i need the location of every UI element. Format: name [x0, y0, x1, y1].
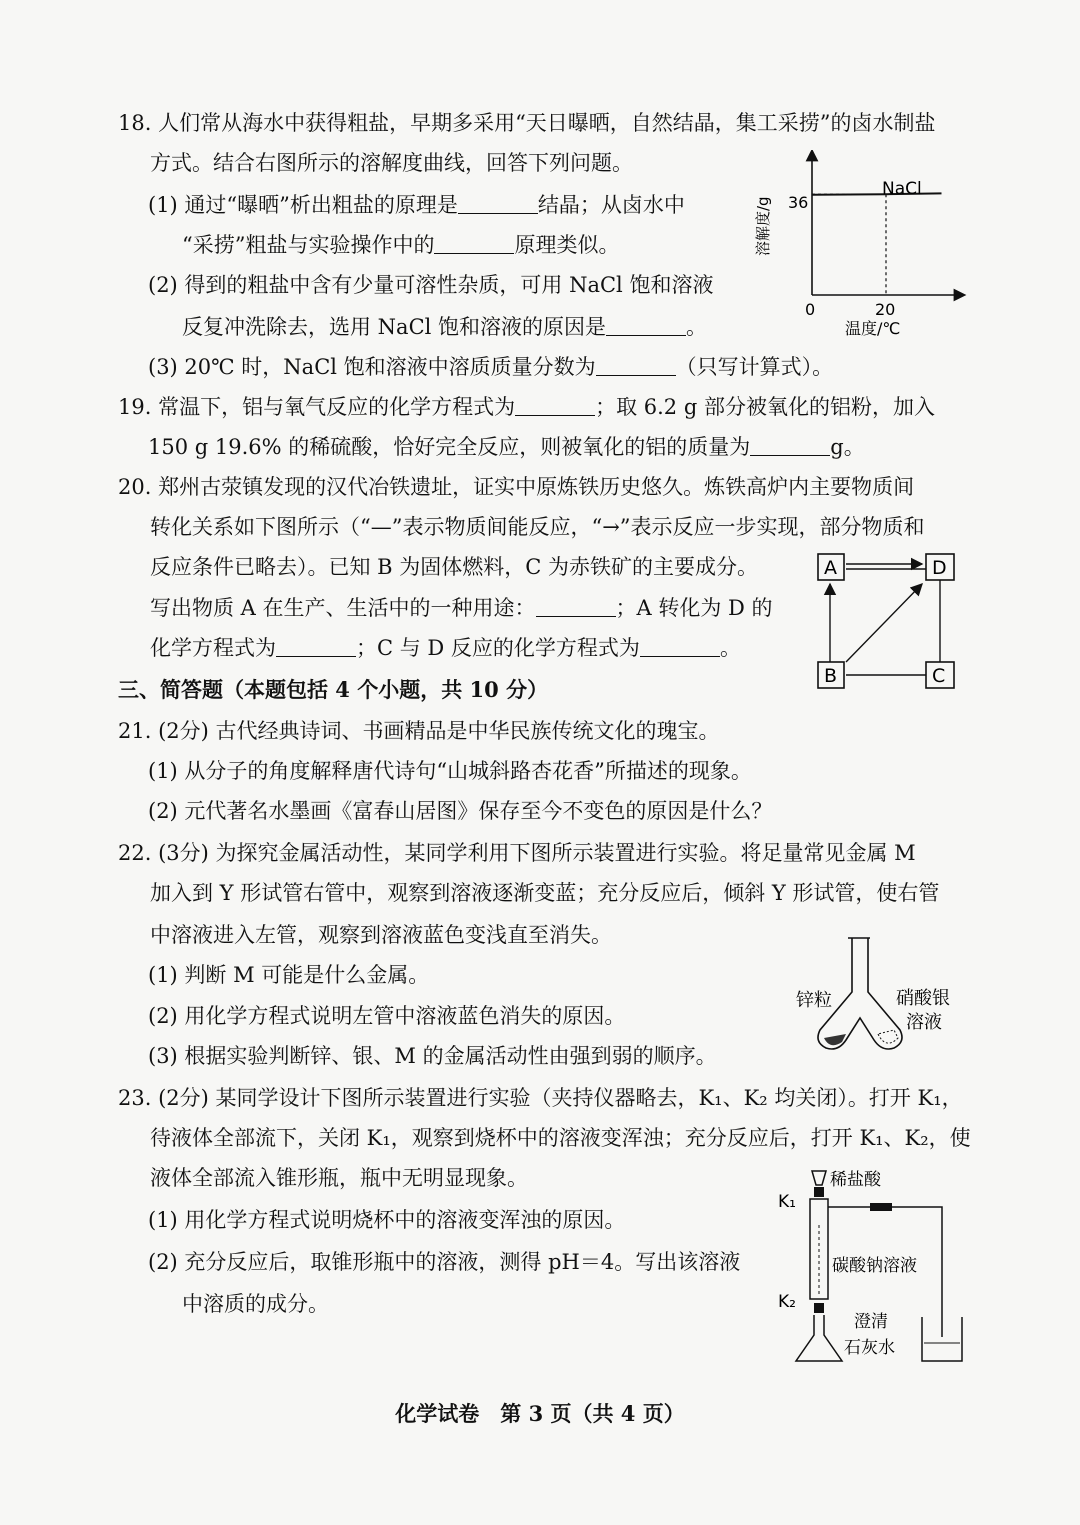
q23-part2-line1: (2) 充分反应后，取锥形瓶中的溶液，测得 pH＝4。写出该溶液 — [148, 1250, 741, 1274]
q20-line1: 20. 郑州古荥镇发现的汉代冶铁遗址，证实中原炼铁历史悠久。炼铁高炉内主要物质间 — [118, 475, 915, 499]
answer-blank[interactable] — [750, 435, 830, 456]
valve-k1 — [814, 1187, 824, 1197]
answer-blank[interactable] — [515, 395, 595, 416]
label-sodium-carbonate: 碳酸钠溶液 — [832, 1256, 917, 1276]
q18-part2-line2: 反复冲洗除去，选用 NaCl 饱和溶液的原因是 。 — [182, 315, 708, 339]
q19-line2: 150 g 19.6% 的稀硫酸，恰好完全反应，则被氧化的铝的质量为 g。 — [148, 435, 865, 459]
node-d: D — [932, 557, 947, 579]
answer-blank[interactable] — [434, 233, 514, 254]
q23-line2: 待液体全部流下，关闭 K₁，观察到烧杯中的溶液变浑浊；充分反应后，打开 K₁、K₂，使 — [150, 1126, 971, 1150]
section3-heading: 三、简答题（本题包括 4 个小题，共 10 分） — [118, 677, 549, 702]
conical-flask — [796, 1315, 842, 1361]
q18-part2-line1: (2) 得到的粗盐中含有少量可溶性杂质，可用 NaCl 饱和溶液 — [148, 273, 714, 297]
node-a: A — [824, 557, 837, 579]
q23-line3: 液体全部流入锥形瓶，瓶中无明显现象。 — [150, 1166, 528, 1190]
answer-blank[interactable] — [596, 355, 676, 376]
node-b: B — [824, 665, 838, 687]
y-tick-label-36: 36 — [788, 193, 809, 212]
answer-blank[interactable] — [276, 636, 356, 657]
q18-part1-line1: (1) 通过“曝晒”析出粗盐的原理是 结晶；从卤水中 — [148, 193, 685, 217]
label-silver-nitrate-1: 硝酸银 — [896, 988, 950, 1009]
label-dilute-hcl: 稀盐酸 — [830, 1170, 881, 1190]
label-limewater-2: 石灰水 — [844, 1338, 895, 1358]
q22-line2: 加入到 Y 形试管右管中，观察到溶液逐渐变蓝；充分反应后，倾斜 Y 形试管，使右管 — [150, 881, 940, 905]
q22-part1: (1) 判断 M 可能是什么金属。 — [148, 963, 430, 987]
x-tick-label-20: 20 — [875, 300, 896, 319]
y-axis-label: 溶解度/g — [754, 196, 772, 256]
x-tick-label-0: 0 — [805, 300, 816, 319]
q20-line5: 化学方程式为 ；C 与 D 反应的化学方程式为 。 — [150, 636, 741, 660]
y-tube-figure — [790, 930, 970, 1060]
q21-part1: (1) 从分子的角度解释唐代诗句“山城斜路杏花香”所描述的现象。 — [148, 759, 752, 783]
label-silver-nitrate-2: 溶液 — [906, 1012, 942, 1033]
q22-line3: 中溶液进入左管，观察到溶液蓝色变浅直至消失。 — [150, 923, 612, 947]
q23-line1: 23. (2分) 某同学设计下图所示装置进行实验（夹持仪器略去，K₁、K₂ 均关闭）。打开 K₁， — [118, 1086, 963, 1110]
solubility-chart — [750, 150, 970, 340]
answer-blank[interactable] — [640, 636, 720, 657]
answer-blank[interactable] — [536, 596, 616, 617]
separatory-funnel — [812, 1171, 826, 1185]
q21-part2: (2) 元代著名水墨画《富春山居图》保存至今不变色的原因是什么？ — [148, 799, 773, 823]
answer-blank[interactable] — [606, 315, 686, 336]
valve-k2 — [814, 1303, 824, 1313]
label-k2: K₂ — [778, 1292, 796, 1312]
silver-nitrate-solution — [878, 1030, 898, 1043]
q18-stem-line-2: 方式。结合右图所示的溶解度曲线，回答下列问题。 — [150, 151, 633, 175]
q19-line1: 19. 常温下，铝与氧气反应的化学方程式为 ；取 6.2 g 部分被氧化的铝粉，加入 — [118, 395, 935, 419]
q21-line1: 21. (2分) 古代经典诗词、书画精品是中华民族传统文化的瑰宝。 — [118, 719, 720, 743]
label-zinc: 锌粒 — [796, 990, 832, 1011]
answer-blank[interactable] — [458, 193, 538, 214]
q20-line4: 写出物质 A 在生产、生活中的一种用途： ；A 转化为 D 的 — [150, 596, 773, 620]
label-k1: K₁ — [778, 1192, 796, 1212]
q22-part2: (2) 用化学方程式说明左管中溶液蓝色消失的原因。 — [148, 1004, 626, 1028]
q23-part1: (1) 用化学方程式说明烧杯中的溶液变浑浊的原因。 — [148, 1208, 626, 1232]
series-label-nacl: NaCl — [882, 179, 922, 199]
arrow-b-to-d — [846, 584, 922, 662]
label-limewater-1: 澄清 — [854, 1312, 888, 1332]
rubber-joint — [870, 1203, 892, 1211]
conversion-diagram — [812, 548, 962, 698]
q20-line2: 转化关系如下图所示（“—”表示物质间能反应，“→”表示反应一步实现，部分物质和 — [150, 515, 925, 539]
apparatus-figure — [770, 1165, 970, 1375]
page-footer: 化学试卷 第 3 页（共 4 页） — [395, 1401, 685, 1426]
x-axis-label: 温度/℃ — [845, 319, 901, 338]
q18-part3: (3) 20℃ 时，NaCl 饱和溶液中溶质质量分数为 （只写计算式）。 — [148, 355, 834, 379]
q18-stem-line-1: 18. 人们常从海水中获得粗盐，早期多采用“天日曝晒，自然结晶，集工采捞”的卤水制盐 — [118, 111, 936, 135]
q22-part3: (3) 根据实验判断锌、银、M 的金属活动性由强到弱的顺序。 — [148, 1044, 717, 1068]
q23-part2-line2: 中溶质的成分。 — [182, 1292, 329, 1316]
node-c: C — [932, 665, 946, 687]
q20-line3: 反应条件已略去）。已知 B 为固体燃料，C 为赤铁矿的主要成分。 — [150, 555, 759, 579]
q18-part1-line2: “采捞”粗盐与实验操作中的 原理类似。 — [182, 233, 620, 257]
q22-line1: 22. (3分) 为探究金属活动性，某同学利用下图所示装置进行实验。将足量常见金属 M — [118, 841, 916, 865]
